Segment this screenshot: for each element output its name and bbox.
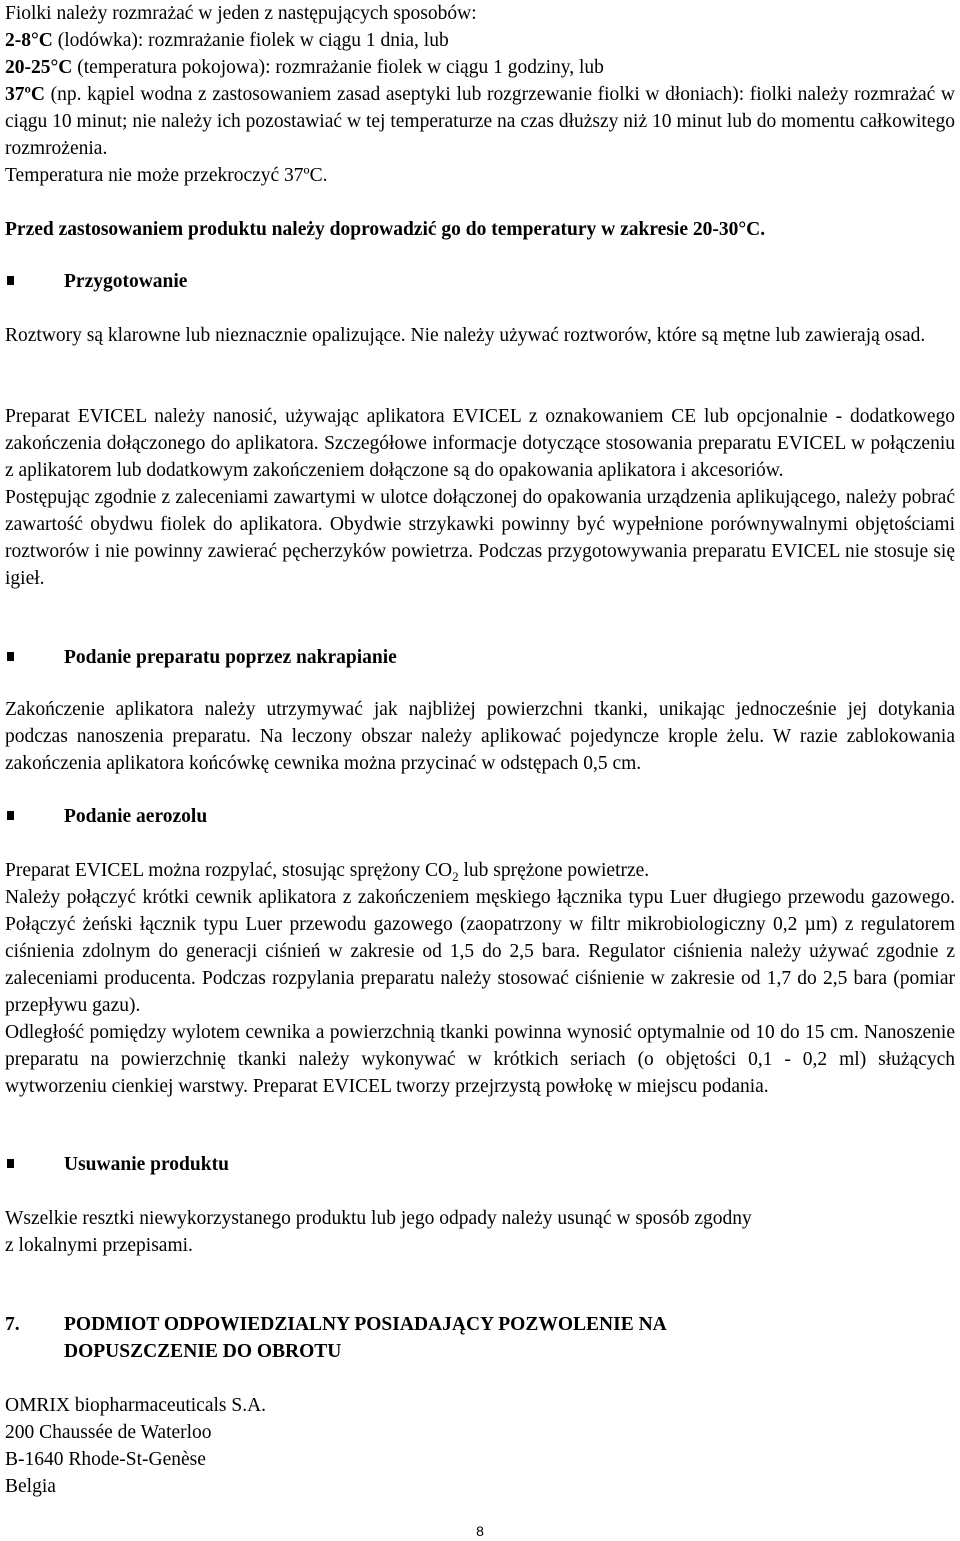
preparation-heading-text: Przygotowanie — [64, 271, 188, 292]
spray-heading-text: Podanie aerozolu — [64, 806, 208, 827]
spray-p1-after: lub sprężone powietrze. — [458, 860, 650, 881]
drip-heading — [5, 644, 397, 671]
disposal-heading-text: Usuwanie produktu — [64, 1154, 229, 1175]
thaw-max-temp: Temperatura nie może przekroczyć 37ºC. — [5, 165, 328, 186]
preparation-p1: Roztwory są klarowne lub nieznacznie opalizujące. Nie należy używać roztworów, które są mętne lub zawierają osad. — [5, 325, 926, 346]
thaw-option-fridge-temp: 2-8°C — [5, 30, 53, 51]
bullet-icon — [7, 276, 14, 285]
preparation-p3: Postępując zgodnie z zaleceniami zawartymi w ulotce dołączonej do opakowania urządzenia aplikującego, należy pobrać zawartość obydwu fiolek do aplikatora. Obydwie strzykawki powinny być wypełnione porównywalnymi objętościami roztworów i nie powinny zawierać pęcherzyków powietrza. Podczas przygotowywania preparatu EVICEL nie stosuje się igieł. — [5, 487, 955, 589]
section7-title-line1: PODMIOT ODPOWIEDZIALNY POSIADAJĄCY POZWOLENIE NA — [64, 1314, 667, 1335]
disposal-line2: z lokalnymi przepisami. — [5, 1235, 193, 1256]
spray-p2: Należy połączyć krótki cewnik aplikatora z zakończeniem męskiego łącznika typu Luer długiego przewodu gazowego. Połączyć żeński łącznik typu Luer przewodu gazowego (zaopatrzony w filtr mikrobiologiczny 0,2 µm) z regulatorem ciśnienia zdolnym do generacji ciśnień w zakresie od 1,5 do 2,5 bara. Regulator ciśnienia należy używać zgodnie z zaleceniami producenta. Podczas rozpylania preparatu należy stosować ciśnienie w zakresie od 1,7 do 2,5 bara (pomiar przepływu gazu). — [5, 887, 955, 1016]
address-street: 200 Chaussée de Waterloo — [5, 1422, 212, 1443]
page-number: 8 — [476, 1523, 484, 1539]
bullet-icon — [7, 1159, 14, 1168]
section7-heading — [5, 1311, 955, 1365]
bullet-icon — [7, 652, 14, 661]
preparation-p2: Preparat EVICEL należy nanosić, używając aplikatora EVICEL z oznakowaniem CE lub opcjonalnie - dodatkowego zakończenia dołączonego do aplikatora. Szczegółowe informacje dotyczące stosowania preparatu EVICEL w połączeniu z aplikatorem lub dodatkowym zakończeniem dołączone są do opakowania aplikatora i akcesoriów. — [5, 406, 955, 481]
thaw-intro: Fiolki należy rozmrażać w jeden z następujących sposobów: — [5, 3, 477, 24]
disposal-heading — [5, 1151, 229, 1178]
address-country: Belgia — [5, 1476, 56, 1497]
preparation-heading — [5, 268, 187, 295]
section7-number: 7. — [5, 1314, 20, 1335]
thaw-option-fridge — [5, 27, 955, 54]
preparation-body — [5, 403, 955, 592]
spray-p1 — [5, 857, 955, 884]
thaw-option-fridge-text: (lodówka): rozmrażanie fiolek w ciągu 1 dnia, lub — [52, 30, 449, 51]
section7-title-line2: DOPUSZCZENIE DO OBROTU — [64, 1341, 342, 1362]
thaw-option-room-temp: 20-25°C — [5, 57, 73, 78]
spray-p3: Odległość pomiędzy wylotem cewnika a powierzchnią tkanki powinna wynosić optymalnie od 10 do 15 cm. Nanoszenie preparatu na powierzchnię tkanki należy wykonywać w krótkich seriach (o objętości 0,1 - 0,2 ml) służących wytworzeniu cienkiej warstwy. Preparat EVICEL tworzy przejrzystą powłokę w miejscu podania. — [5, 1022, 955, 1097]
disposal-line1: Wszelkie resztki niewykorzystanego produktu lub jego odpady należy usunąć w sposób zgodny — [5, 1208, 752, 1229]
thaw-option-waterbath — [5, 81, 955, 162]
address-company: OMRIX biopharmaceuticals S.A. — [5, 1395, 267, 1416]
disposal-body — [5, 1205, 955, 1259]
thaw-section — [5, 0, 955, 189]
spray-p1-before: Preparat EVICEL można rozpylać, stosując sprężony CO — [5, 860, 453, 881]
spray-heading — [5, 803, 207, 830]
drip-p1: Zakończenie aplikatora należy utrzymywać jak najbliżej powierzchni tkanki, unikając jednocześnie jej dotykania podczas nanoszenia preparatu. Na leczony obszar należy aplikować pojedyncze krople żelu. W razie zablokowania zakończenia aplikatora końcówkę cewnika można przycinać w odstępach 0,5 cm. — [5, 699, 955, 774]
temperature-note: Przed zastosowaniem produktu należy doprowadzić go do temperatury w zakresie 20-30°C. — [5, 219, 766, 240]
address-city: B-1640 Rhode-St-Genèse — [5, 1449, 206, 1470]
thaw-option-waterbath-temp: 37ºC — [5, 84, 46, 105]
bullet-icon — [7, 811, 14, 820]
thaw-option-room-text: (temperatura pokojowa): rozmrażanie fiolek w ciągu 1 godziny, lub — [72, 57, 604, 78]
thaw-option-room — [5, 54, 955, 81]
spray-p1-subscript: 2 — [452, 868, 459, 884]
section7-title — [64, 1311, 667, 1365]
address-block — [5, 1392, 955, 1500]
spray-body — [5, 857, 955, 1100]
drip-heading-text: Podanie preparatu poprzez nakrapianie — [64, 647, 397, 668]
thaw-option-waterbath-text: (np. kąpiel wodna z zastosowaniem zasad aseptyki lub rozgrzewanie fiolki w dłoniach): fiolki należy rozmrażać w ciągu 10 minut; nie należy ich pozostawiać w tej temperaturze na czas dłuższy niż 10 minut lub do momentu całkowitego rozmrożenia. — [5, 84, 955, 159]
